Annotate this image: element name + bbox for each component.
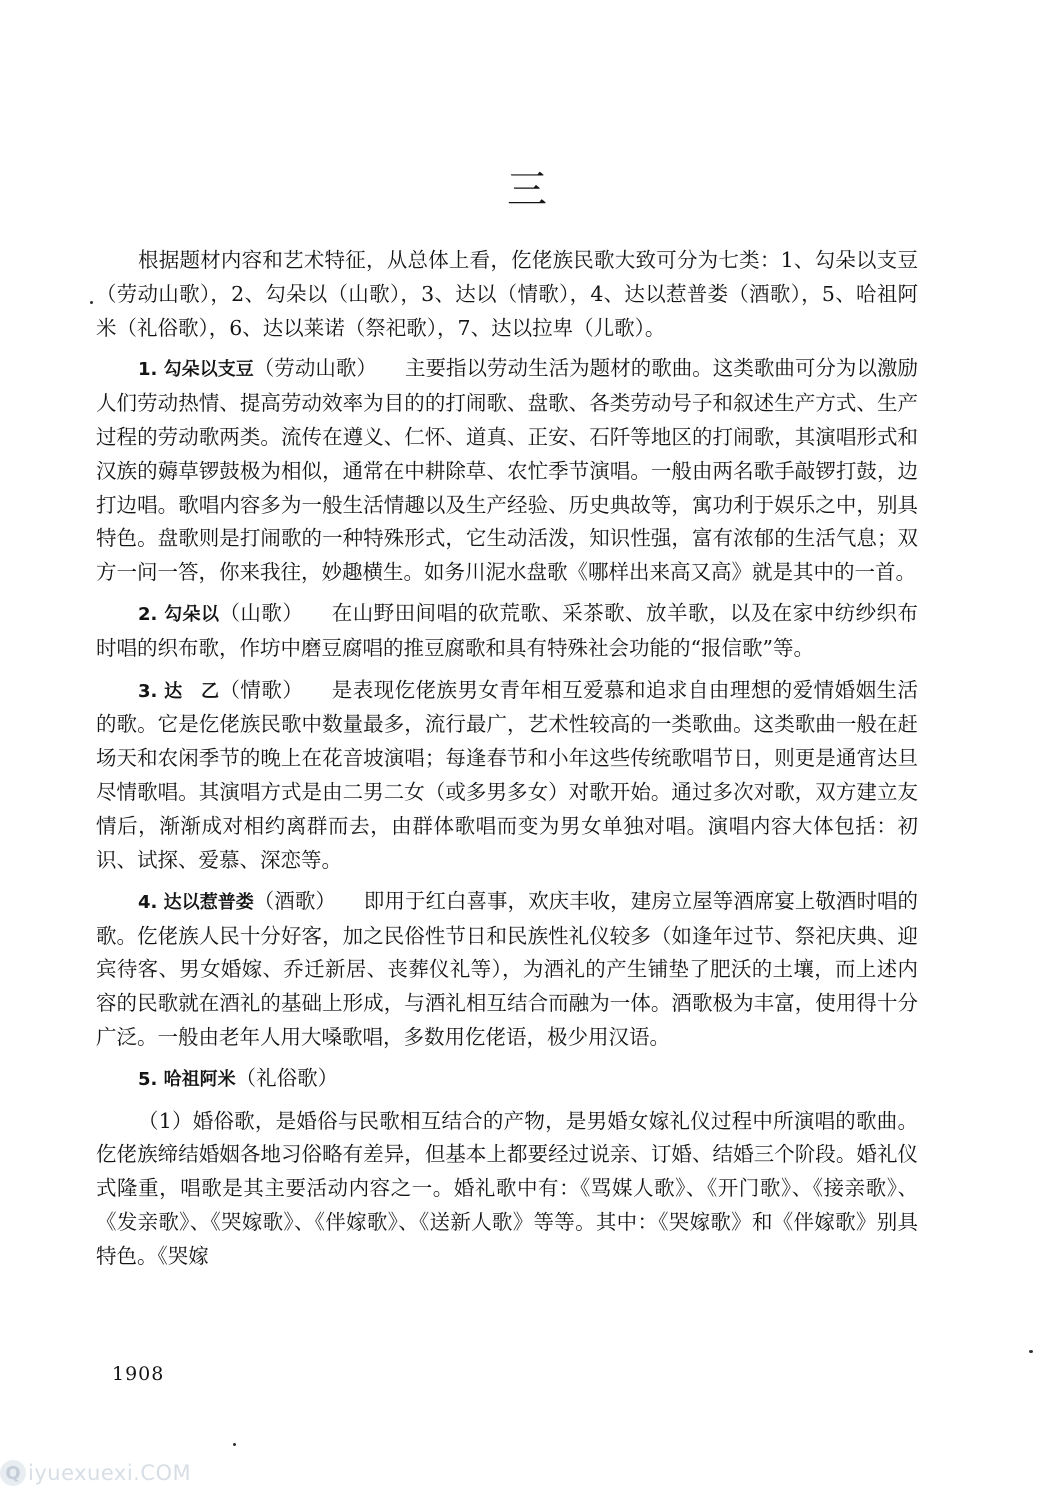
- section-love-songs: [96, 674, 918, 878]
- section-category: （山歌）: [219, 601, 304, 626]
- section-text: 是表现仡佬族男女青年相互爱慕和追求自由理想的爱情婚姻生活的歌。它是仡佬族民歌中数量最多，流行最广，艺术性较高的一类歌曲。这类歌曲一般在赶场天和农闲季节的晚上在花音坡演唱；每逢春节和小年这些传统歌唱节日，则更是通宵达旦尽情歌唱。其演唱方式是由二男二女（或多男多女）对歌开始。通过多次对歌，双方建立友情后，渐渐成对相约离群而去，由群体歌唱而变为男女单独对唱。演唱内容大体包括：初识、试探、爱慕、深恋等。: [96, 677, 919, 872]
- section-heading: 4. 达以惹普娄: [138, 891, 254, 913]
- section-labor-songs: [96, 352, 918, 590]
- watermark-text: iyuexuexi.COM: [28, 1461, 192, 1485]
- section-heading: 3. 达 乙: [138, 680, 220, 702]
- page-number: 1908: [112, 1363, 165, 1385]
- scan-speck: [90, 301, 93, 304]
- body-text: [96, 244, 918, 1281]
- scan-speck: [1029, 1350, 1033, 1353]
- watermark: [0, 1458, 191, 1488]
- section-heading: 1. 勾朵以支豆: [138, 359, 254, 381]
- section-category: （情歌）: [219, 677, 304, 702]
- subsection-wedding-songs: （1）婚俗歌，是婚俗与民歌相互结合的产物，是男婚女嫁礼仪过程中所演唱的歌曲。仡佬族缔结婚姻各地习俗略有差异，但基本上都要经过说亲、订婚、结婚三个阶段。婚礼仪式隆重，唱歌是其主要活动内容之一。婚礼歌中有：《骂媒人歌》、《开门歌》、《接亲歌》、《发亲歌》、《哭嫁歌》、《伴嫁歌》、《送新人歌》等等。其中：《哭嫁歌》和《伴嫁歌》别具特色。《哭嫁: [96, 1108, 918, 1268]
- section-drinking-songs: [96, 885, 918, 1055]
- section-text: 主要指以劳动生活为题材的歌曲。这类歌曲可分为以激励人们劳动热情、提高劳动效率为目的的打闹歌、盘歌、各类劳动号子和叙述生产方式、生产过程的劳动歌两类。流传在遵义、仁怀、道真、正安、石阡等地区的打闹歌，其演唱形式和汉族的薅草锣鼓极为相似，通常在中耕除草、农忙季节演唱。一般由两名歌手敲锣打鼓，边打边唱。歌唱内容多为一般生活情趣以及生产经验、历史典故等，寓功利于娱乐之中，别具特色。盘歌则是打闹歌的一种特殊形式，它生动活泼，知识性强，富有浓郁的生活气息；双方一问一答，你来我往，妙趣横生。如务川泥水盘歌《哪样出来高又高》就是其中的一首。: [96, 356, 919, 585]
- intro-paragraph: 根据题材内容和艺术特征，从总体上看，仡佬族民歌大致可分为七类：1、勾朵以支豆（劳动山歌），2、勾朵以（山歌），3、达以（情歌），4、达以惹普娄（酒歌），5、哈祖阿米（礼俗歌），6、达以莱诺（祭祀歌），7、达以拉卑（儿歌）。: [96, 248, 918, 340]
- section-heading: 5. 哈祖阿米: [138, 1069, 236, 1091]
- chapter-number: 三: [507, 167, 549, 213]
- section-mountain-songs: [96, 597, 918, 666]
- section-text: 即用于红白喜事，欢庆丰收，建房立屋等酒席宴上敬酒时唱的歌。仡佬族人民十分好客，加之民俗性节日和民族性礼仪较多（如逢年过节、祭祀庆典、迎宾待客、男女婚嫁、乔迁新居、丧葬仪礼等），为酒礼的产生铺垫了肥沃的土壤，而上述内容的民歌就在酒礼的基础上形成，与酒礼相互结合而融为一体。酒歌极为丰富，使用得十分广泛。一般由老年人用大嗓歌唱，多数用仡佬语，极少用汉语。: [96, 888, 919, 1050]
- section-heading: 2. 勾朵以: [138, 604, 220, 626]
- section-category: （劳动山歌）: [253, 356, 377, 381]
- section-ritual-songs: [96, 1062, 918, 1097]
- section-category: （礼俗歌）: [235, 1066, 339, 1091]
- section-text: 在山野田间唱的砍荒歌、采茶歌、放羊歌，以及在家中纺纱织布时唱的织布歌，作坊中磨豆腐唱的推豆腐歌和具有特殊社会功能的“报信歌”等。: [96, 601, 919, 661]
- scan-speck: [233, 1443, 236, 1446]
- section-category: （酒歌）: [253, 888, 336, 913]
- watermark-logo-icon: Q: [0, 1460, 26, 1486]
